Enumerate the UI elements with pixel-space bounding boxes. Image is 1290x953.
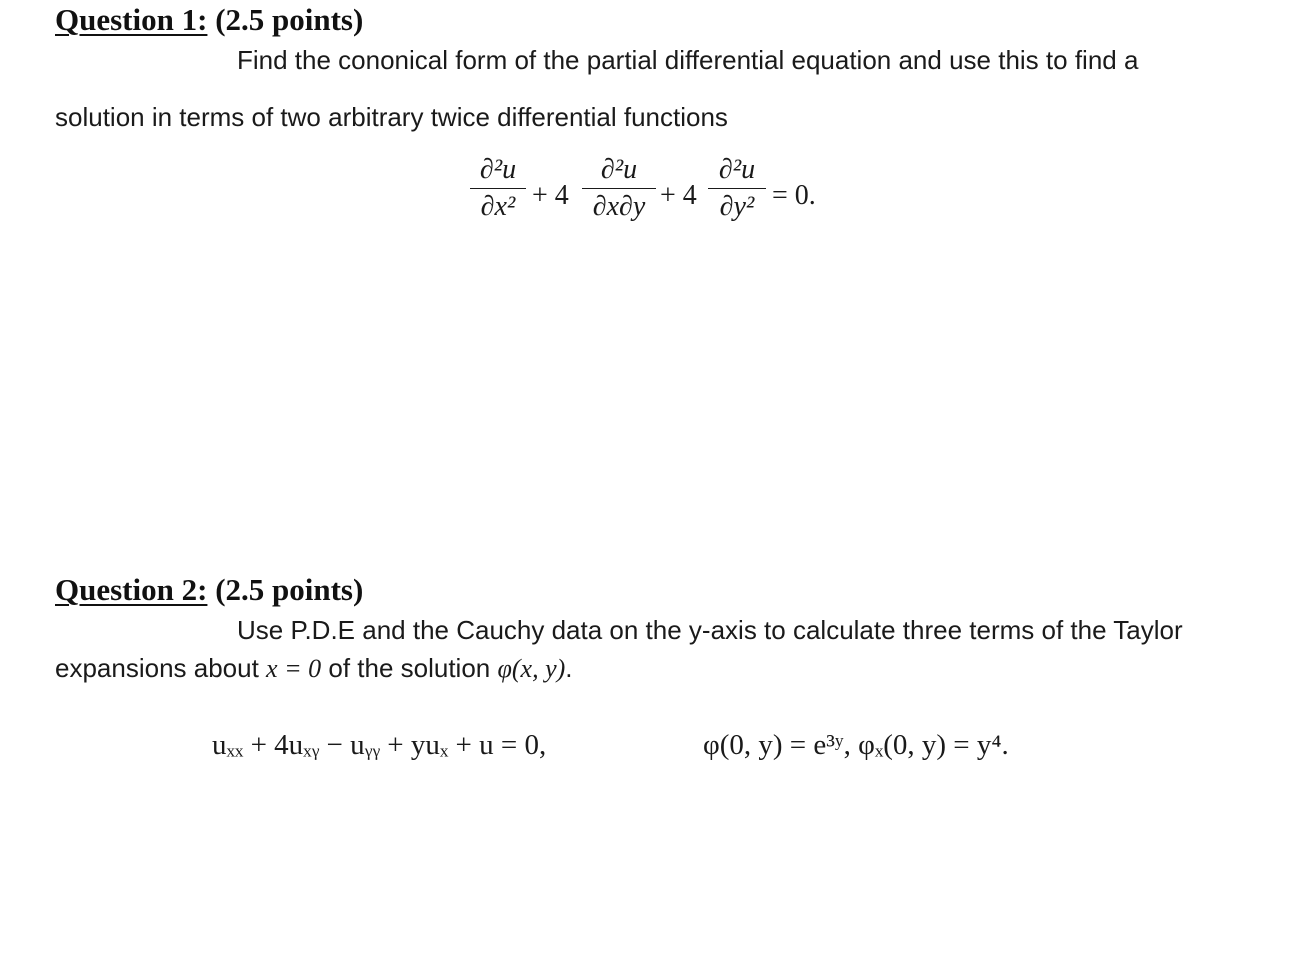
eq1-fraction-bar [470,188,526,189]
question-2-heading [55,572,363,608]
eq1-fraction-xy [582,154,656,223]
eq1-fraction-bar [708,188,766,189]
eq1-term1-denominator: ∂x² [480,191,516,222]
question-2-text-mid: of the solution [321,653,498,683]
question-1-text-line2: solution in terms of two arbitrary twice differential functions [55,102,728,132]
question-2-text-line2 [55,652,573,685]
question-2-label: Question 2: [55,572,208,607]
question-2-inline-math-x: x = 0 [266,654,322,683]
question-2-text-line1: Use P.D.E and the Cauchy data on the y-axis to calculate three terms of the Taylor [237,615,1183,645]
question-2-points: (2.5 points) [215,572,364,607]
question-2-text-end: . [565,653,573,683]
question-1-points: (2.5 points) [215,2,364,37]
eq1-term2-denominator: ∂x∂y [592,191,646,222]
eq1-term3-numerator: ∂²u [718,154,756,185]
eq1-op2: + 4 [660,180,697,211]
eq1-rhs: = 0. [772,180,816,211]
eq1-fraction-xx [470,154,526,223]
question-1-label: Question 1: [55,2,208,37]
eq1-fraction-yy [708,154,766,223]
eq1-term3-denominator: ∂y² [719,191,755,222]
eq1-fraction-bar [582,188,656,189]
question-1-text-line1: Find the cononical form of the partial differential equation and use this to find a [237,45,1139,75]
eq1-term1-numerator: ∂²u [479,154,517,185]
eq1-term2-numerator: ∂²u [600,154,638,185]
question-2-text-prefix: expansions about [55,653,267,683]
question-2-inline-math-phi: φ(x, y) [497,654,566,683]
question-2-pde: uₓₓ + 4uₓᵧ − uᵧᵧ + yuₓ + u = 0, [212,729,547,761]
question-2-cauchy-data: φ(0, y) = e³ʸ, φₓ(0, y) = y⁴. [703,729,1009,761]
eq1-op1: + 4 [532,180,569,211]
question-1-heading [55,2,363,38]
